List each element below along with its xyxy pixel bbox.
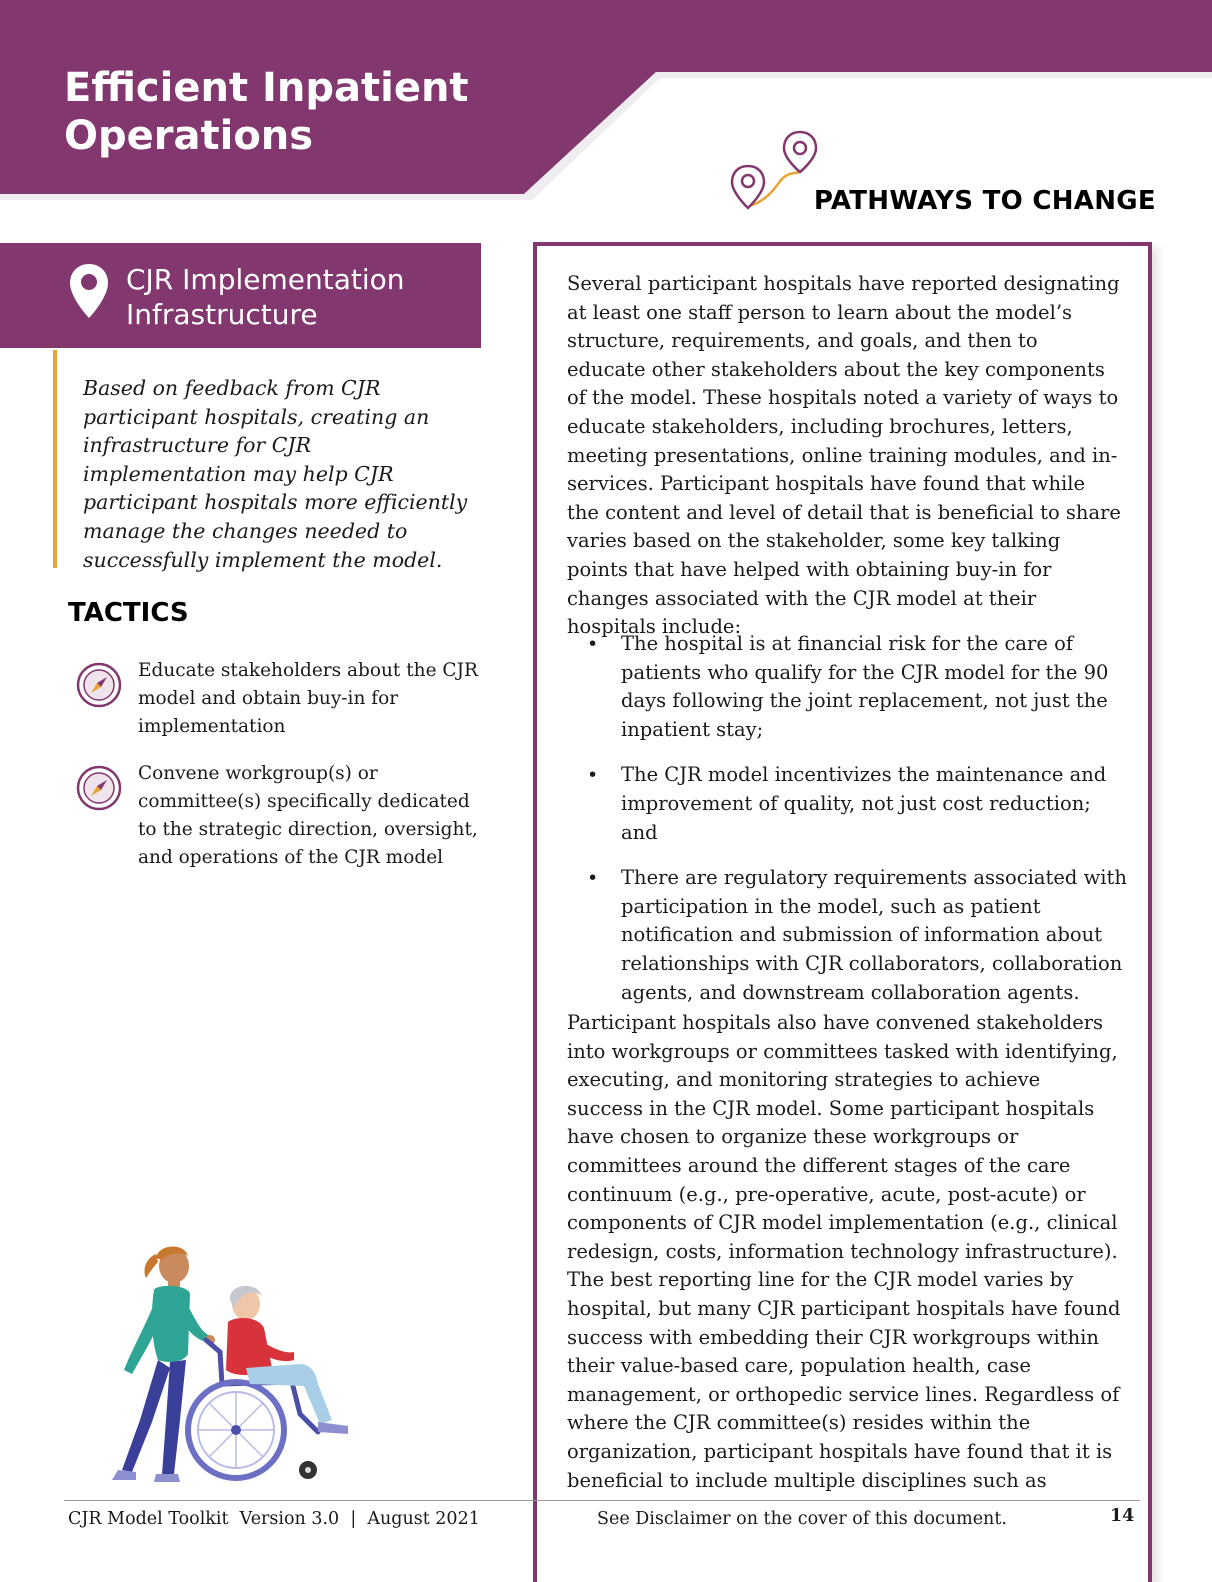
compass-icon	[76, 765, 122, 811]
list-item: • The CJR model incentivizes the maintenance and improvement of quality, not just cost reduction; and	[587, 763, 1107, 844]
bullet-icon: •	[587, 867, 599, 890]
callout-accent-bar	[53, 350, 57, 568]
footer-version: CJR Model Toolkit Version 3.0 | August 2021	[68, 1509, 480, 1529]
section-title: CJR Implementation Infrastructure	[126, 263, 405, 331]
bullet-icon: •	[587, 764, 599, 787]
list-item: • The hospital is at financial risk for the care of patients who qualify for the CJR model for the 90 days following the joint replacement, not just the inpatient stay;	[587, 632, 1109, 741]
pathways-heading: PATHWAYS TO CHANGE	[813, 186, 1156, 216]
talking-points-list	[567, 630, 1127, 1024]
map-pin-icon	[68, 262, 110, 320]
footer-disclaimer: See Disclaimer on the cover of this document.	[597, 1509, 1007, 1529]
closing-paragraph: Participant hospitals also have convened stakeholders into workgroups or committees tasked with identifying, executing, and monitoring strategies to achieve success in the CJR model. Some participant hospitals have chosen to organize these workgroups or committees around the different stages of the care continuum (e.g., pre-operative, acute, post-acute) or components of CJR model implementation (e.g., clinical redesign, costs, information technology infrastructure). The best reporting line for the CJR model varies by hospital, but many CJR participant hospitals have found success with embedding their CJR workgroups within their value-based care, population health, case management, or orthopedic service lines. Regardless of where the CJR committee(s) resides within the organization, participant hospitals have found that it is beneficial to include multiple disciplines such as	[567, 1011, 1121, 1492]
page-number: 14	[1110, 1506, 1135, 1526]
tactics-heading: TACTICS	[68, 598, 189, 628]
footer-rule	[64, 1500, 1140, 1501]
list-item: • There are regulatory requirements associated with participation in the model, such as patient notification and submission of information about relationships with CJR collaborators, collaboration agents, and downstream collaboration agents.	[587, 866, 1127, 1004]
intro-paragraph: Several participant hospitals have reported designating at least one staff person to learn about the model’s structure, requirements, and goals, and then to educate other stakeholders about the key components of the model. These hospitals noted a variety of ways to educate stakeholders, including brochures, letters, meeting presentations, online training modules, and in-services. Participant hospitals have found that while the content and level of detail that is beneficial to share varies based on the stakeholder, some key talking points that have helped with obtaining buy-in for changes associated with the CJR model at their hospitals include:	[567, 272, 1121, 639]
tactic-text: Convene workgroup(s) or committee(s) specifically dedicated to the strategic direction, oversight, and operations of the CJR model	[138, 763, 478, 868]
tactic-text: Educate stakeholders about the CJR model and obtain buy-in for implementation	[138, 660, 478, 737]
nurse-wheelchair-illustration	[96, 1244, 356, 1489]
page-title: Efficient Inpatient Operations	[64, 65, 469, 159]
callout-text: Based on feedback from CJR participant hospitals, creating an infrastructure for CJR implementation may help CJR participant hospitals more efficiently manage the changes needed to successfully implement the model.	[83, 376, 468, 572]
pathways-pins-icon	[728, 126, 820, 218]
bullet-icon: •	[587, 633, 599, 655]
compass-icon	[76, 662, 122, 708]
